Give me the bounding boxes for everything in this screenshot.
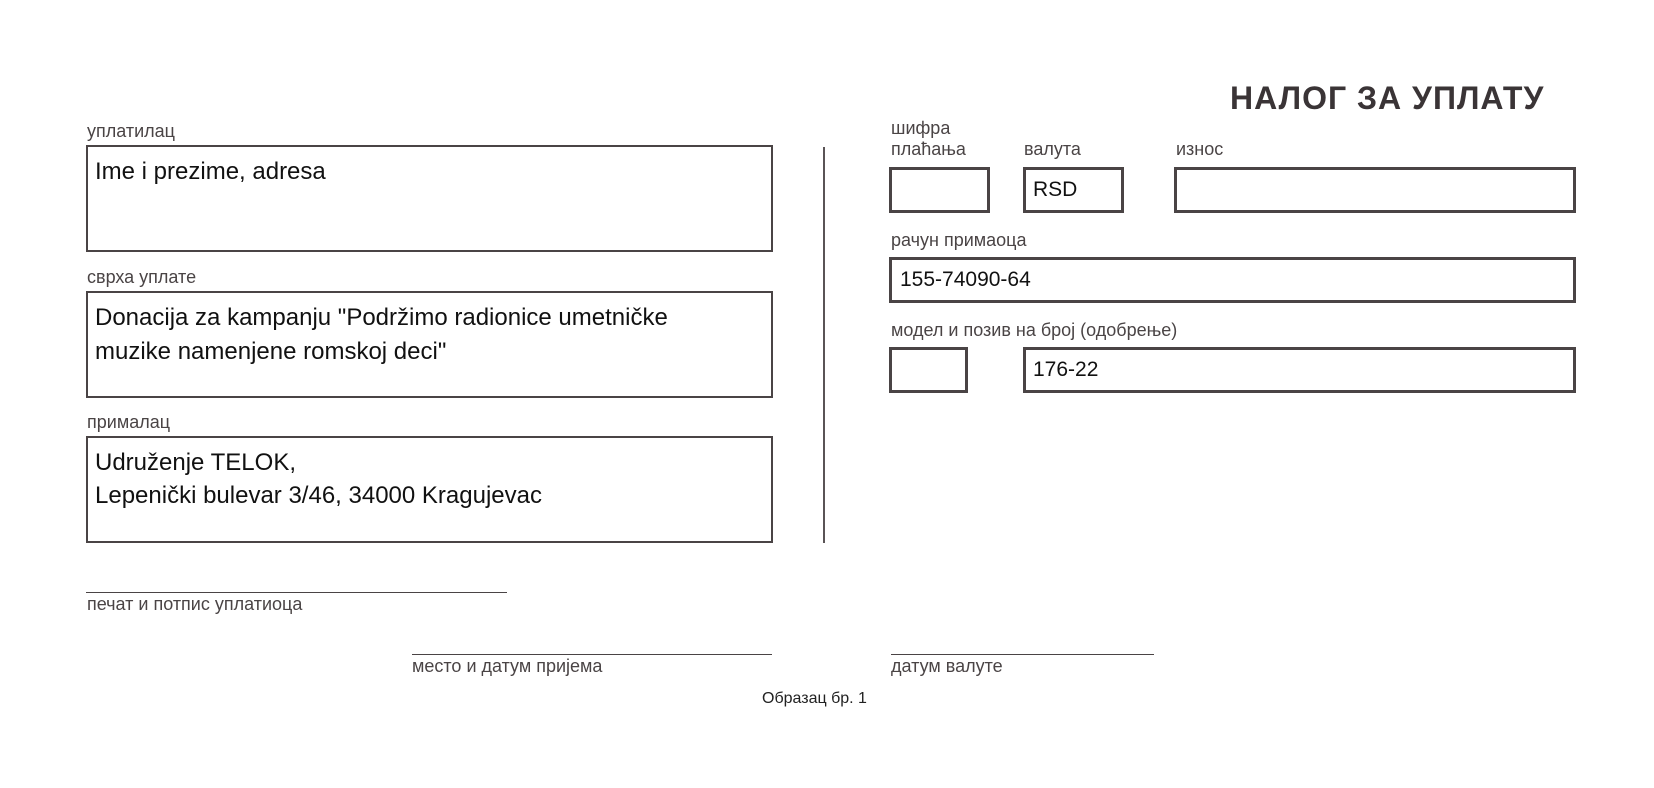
reference-number-field[interactable] bbox=[1023, 347, 1576, 393]
model-field[interactable] bbox=[889, 347, 968, 393]
value-date-label: датум валуте bbox=[891, 656, 1003, 676]
purpose-label: сврха уплате bbox=[87, 267, 197, 287]
form-number: Образац бр. 1 bbox=[762, 690, 867, 707]
recipient-account-label: рачун примаоца bbox=[891, 230, 1027, 250]
purpose-line-1: Donacija za kampanju "Podržimo radionice umetničke bbox=[95, 304, 668, 331]
reference-number-value: 176-22 bbox=[1033, 358, 1099, 381]
payment-code-label bbox=[891, 118, 966, 160]
currency-label: валута bbox=[1024, 139, 1081, 159]
recipient-line-1: Udruženje TELOK, bbox=[95, 449, 296, 476]
payment-code-field[interactable] bbox=[889, 167, 990, 213]
amount-label: износ bbox=[1176, 139, 1224, 159]
place-date-label: место и датум пријема bbox=[412, 656, 603, 676]
recipient-account-value: 155-74090-64 bbox=[900, 268, 1031, 291]
amount-field[interactable] bbox=[1174, 167, 1576, 213]
model-reference-label: модел и позив на број (одобрење) bbox=[891, 320, 1178, 340]
value-date-line bbox=[891, 654, 1154, 655]
place-date-line bbox=[412, 654, 772, 655]
column-divider bbox=[823, 147, 825, 543]
currency-value: RSD bbox=[1033, 178, 1078, 201]
payer-label: уплатилац bbox=[87, 121, 175, 141]
recipient-line-2: Lepenički bulevar 3/46, 34000 Kragujevac bbox=[95, 482, 542, 509]
payment-code-label-line-2: плаћања bbox=[891, 139, 966, 159]
signature-label: печат и потпис уплатиоца bbox=[87, 594, 303, 614]
payment-code-label-line-1: шифра bbox=[891, 118, 951, 138]
purpose-line-2: muzike namenjene romskoj deci" bbox=[95, 338, 447, 365]
payer-value: Ime i prezime, adresa bbox=[95, 158, 326, 185]
recipient-label: прималац bbox=[87, 412, 171, 432]
signature-line bbox=[86, 592, 507, 593]
form-title: НАЛОГ ЗА УПЛАТУ bbox=[1230, 80, 1545, 116]
